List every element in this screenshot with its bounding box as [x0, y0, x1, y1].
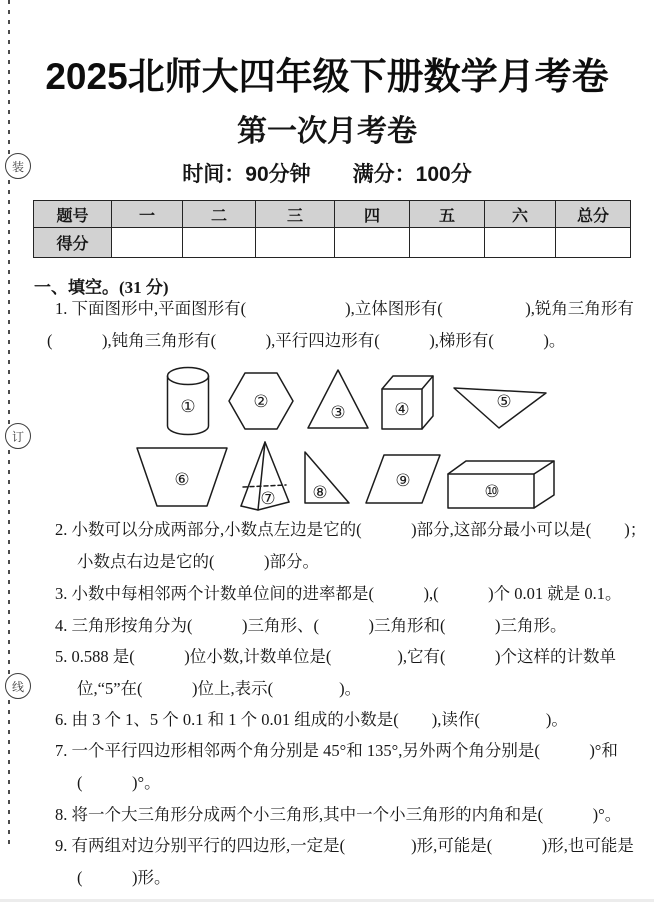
question-7-line-1: 7. 一个平行四边形相邻两个角分别是 45°和 135°,另外两个角分别是( )°和 — [55, 741, 618, 760]
shape-label: ⑧ — [312, 483, 328, 502]
shape-trapezoid — [134, 446, 230, 508]
question-2-line-1: 2. 小数可以分成两部分,小数点左边是它的( )部分,这部分最小可以是( )； — [55, 520, 647, 539]
shape-label: ⑦ — [260, 489, 276, 508]
question-6: 6. 由 3 个 1、5 个 0.1 和 1 个 0.01 组成的小数是( ),读作( )。 — [55, 710, 568, 729]
score-cell-empty — [335, 228, 410, 258]
score-cell-empty — [112, 228, 183, 258]
question-7-line-2: ( )°。 — [77, 773, 161, 792]
trapezoid-icon — [134, 446, 230, 508]
score-table-header-cell: 六 — [485, 201, 556, 228]
question-1-line-1: 1. 下面图形中,平面图形有( ),立体图形有( ),锐角三角形有 — [55, 299, 634, 318]
paper-title: 2025北师大四年级下册数学月考卷 — [45, 56, 609, 97]
score-cell-empty — [256, 228, 335, 258]
shape-parallelogram — [364, 453, 442, 505]
score-table — [33, 200, 631, 258]
shape-label: ① — [180, 397, 196, 416]
score-table-header-cell: 五 — [410, 201, 485, 228]
triangle-icon — [306, 368, 370, 430]
shape-hexagon — [228, 372, 294, 430]
score-table-header-cell: 一 — [112, 201, 183, 228]
score-cell-empty — [485, 228, 556, 258]
right-triangle-icon — [302, 450, 352, 506]
score-table-header-cell: 二 — [183, 201, 256, 228]
shape-cuboid — [446, 458, 558, 512]
question-5-line-2: 位,“5”在( )位上,表示( )。 — [77, 679, 362, 698]
shape-label: ⑤ — [496, 392, 512, 411]
binding-seal-char: 订 — [11, 429, 24, 444]
binding-seal-3 — [5, 673, 31, 699]
shape-label: ⑨ — [395, 471, 411, 490]
score-row-label: 得分 — [34, 228, 112, 258]
score-cell-empty — [183, 228, 256, 258]
score-cell-empty — [556, 228, 631, 258]
section-1-heading: 一、填空。(31 分) — [34, 278, 169, 297]
shape-right-triangle — [302, 450, 352, 506]
binding-seal-1 — [5, 153, 31, 179]
score-table-header-cell: 四 — [335, 201, 410, 228]
cube-icon — [378, 372, 436, 432]
shape-cylinder — [166, 366, 210, 436]
paper-subtitle: 第一次月考卷 — [237, 115, 417, 148]
shape-label: ③ — [330, 403, 346, 422]
pyramid-icon — [238, 440, 292, 512]
page-bottom-edge — [0, 899, 654, 902]
question-9-line-2: ( )形。 — [77, 868, 171, 887]
binding-seal-2 — [5, 423, 31, 449]
hexagon-icon — [228, 372, 294, 430]
question-4: 4. 三角形按角分为( )三角形、( )三角形和( )三角形。 — [55, 616, 567, 635]
score-table-header-row — [34, 201, 631, 228]
shape-label: ⑩ — [484, 482, 500, 501]
question-3: 3. 小数中每相邻两个计数单位间的进率都是( ),( )个 0.01 就是 0.1。 — [55, 584, 622, 603]
shape-cube — [378, 372, 436, 432]
shape-label: ⑥ — [174, 470, 190, 489]
cuboid-icon — [446, 458, 558, 512]
score-table-header-cell: 总分 — [556, 201, 631, 228]
binding-seal-char: 装 — [11, 159, 24, 174]
question-9-line-1: 9. 有两组对边分别平行的四边形,一定是( )形,可能是( )形,也可能是 — [55, 836, 634, 855]
score-table-header-cell: 三 — [256, 201, 335, 228]
question-8: 8. 将一个大三角形分成两个小三角形,其中一个小三角形的内角和是( )°。 — [55, 805, 622, 824]
shape-acute-triangle — [306, 368, 370, 430]
parallelogram-icon — [364, 453, 442, 505]
score-table-header-cell: 题号 — [34, 201, 112, 228]
shape-label: ④ — [394, 400, 410, 419]
shape-label: ② — [253, 392, 269, 411]
paper-time-score-meta: 时间：90分钟 满分：100分 — [182, 163, 472, 186]
question-5-line-1: 5. 0.588 是( )位小数,计数单位是( ),它有( )个这样的计数单 — [55, 647, 616, 666]
question-1-line-2: ( ),钝角三角形有( ),平行四边形有( ),梯形有( )。 — [47, 331, 566, 350]
score-cell-empty — [410, 228, 485, 258]
obtuse-triangle-icon — [452, 380, 548, 430]
shape-obtuse-triangle — [452, 380, 548, 430]
binding-seal-char: 线 — [11, 679, 24, 694]
shape-pyramid — [238, 440, 292, 512]
question-2-line-2: 小数点右边是它的( )部分。 — [77, 552, 319, 571]
cylinder-icon — [166, 366, 210, 436]
score-table-score-row — [34, 228, 631, 258]
